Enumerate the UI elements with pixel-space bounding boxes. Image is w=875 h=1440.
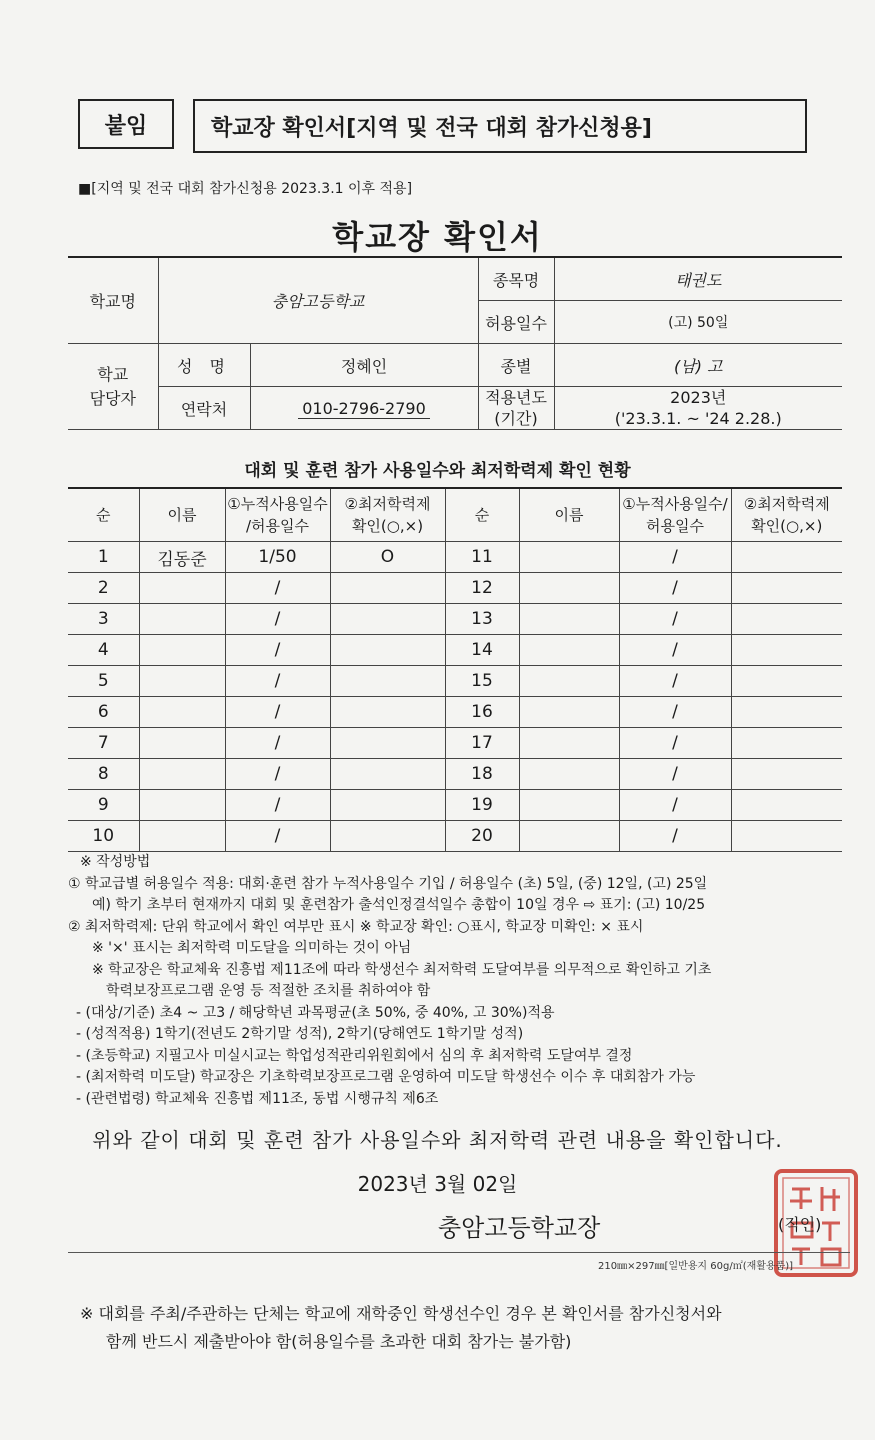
table-cell-no: 6 — [68, 697, 139, 728]
table-cell-no: 1 — [68, 542, 139, 573]
table-row — [68, 604, 842, 635]
note-item: - (최저학력 미도달) 학교장은 기초학력보장프로그램 운영하여 미도달 학생선수 이수 후 대회참가 가능 — [76, 1069, 696, 1085]
table-cell-no-r: 15 — [445, 666, 519, 697]
table-cell-no-r: 14 — [445, 635, 519, 666]
col-min-header-l2: 확인(○,×) — [351, 517, 424, 535]
col-days-header-l2: /허용일수 — [245, 517, 309, 535]
table-cell-name — [139, 759, 225, 790]
table-cell-no: 4 — [68, 635, 139, 666]
table-cell-days: / — [225, 790, 330, 821]
table-cell-name-r — [519, 821, 619, 852]
table-cell-name-r — [519, 790, 619, 821]
table-cell-days-r: / — [619, 790, 731, 821]
attachment-badge-label: 붙임 — [104, 113, 148, 139]
col-days-header — [225, 488, 330, 542]
table-cell-min — [330, 635, 445, 666]
note-item: 학력보장프로그램 운영 등 적절한 조치를 취하여야 함 — [106, 983, 431, 999]
staff-label-line1: 학교 — [97, 364, 129, 384]
table-cell-no: 2 — [68, 573, 139, 604]
table-cell-min — [330, 790, 445, 821]
table-cell-no: 9 — [68, 790, 139, 821]
note-item: - (관련법령) 학교체육 진흥법 제11조, 동법 시행규칙 제6조 — [76, 1090, 439, 1107]
event-value: 태권도 — [554, 257, 842, 301]
table-row — [68, 635, 842, 666]
table-cell-days-r: / — [619, 573, 731, 604]
table-cell-days-r: / — [619, 604, 731, 635]
contact-value: 010-2796-2790 — [298, 399, 430, 419]
table-cell-days: / — [225, 697, 330, 728]
col-min-r-header — [731, 488, 842, 542]
table-cell-name-r — [519, 728, 619, 759]
note-item: ① 학교급별 허용일수 적용: 대회·훈련 참가 누적사용일수 기입 / 허용일수 (초) 5일, (중) 12일, (고) 25일 — [68, 875, 708, 892]
year-value — [554, 387, 842, 430]
table-cell-min-r — [731, 728, 842, 759]
table-cell-no: 3 — [68, 604, 139, 635]
table-cell-min — [330, 821, 445, 852]
divider-line — [68, 1252, 850, 1253]
col-name-r-header: 이름 — [519, 488, 619, 542]
table-row — [68, 666, 842, 697]
table-cell-min-r — [731, 790, 842, 821]
gender-value: (남) 고 — [554, 344, 842, 387]
col-days-r-header-l2: 허용일수 — [646, 517, 704, 535]
table-cell-name-r — [519, 573, 619, 604]
year-label-line1: 적용년도 — [485, 388, 547, 407]
table-cell-no-r: 11 — [445, 542, 519, 573]
table-cell-no-r: 18 — [445, 759, 519, 790]
table-cell-no-r: 17 — [445, 728, 519, 759]
table-cell-no: 7 — [68, 728, 139, 759]
table-header-row — [68, 488, 842, 542]
table-cell-days-r: / — [619, 542, 731, 573]
table-cell-name — [139, 635, 225, 666]
table-cell-name — [139, 573, 225, 604]
confirmation-statement: 위와 같이 대회 및 훈련 참가 사용일수와 최저학력 관련 내용을 확인합니다. — [92, 1128, 783, 1152]
col-min-header-l1: ②최저학력제 — [344, 495, 431, 513]
name-value: 정혜인 — [250, 344, 478, 387]
year-value-line2: ('23.3.1. ~ '24 2.28.) — [614, 409, 782, 428]
seal-label: (직인) — [778, 1215, 822, 1234]
contact-value-cell — [250, 387, 478, 430]
table-cell-name — [139, 697, 225, 728]
table-row — [68, 790, 842, 821]
apply-note: ■[지역 및 전국 대회 참가신청용 2023.3.1 이후 적용] — [78, 181, 413, 197]
note-item: ② 최저학력제: 단위 학교에서 확인 여부만 표시 ※ 학교장 확인: ○표시, 학교장 미확인: × 표시 — [68, 918, 644, 935]
table-cell-no-r: 13 — [445, 604, 519, 635]
table-cell-days-r: / — [619, 635, 731, 666]
table-cell-days: / — [225, 635, 330, 666]
table-cell-min-r — [731, 604, 842, 635]
table-cell-min — [330, 728, 445, 759]
table-cell-name — [139, 821, 225, 852]
name-label: 성 명 — [158, 344, 250, 387]
table-cell-days-r: / — [619, 697, 731, 728]
year-value-line1: 2023년 — [670, 388, 727, 407]
principal-name: 충암고등학교장 — [438, 1214, 601, 1242]
table-cell-no: 8 — [68, 759, 139, 790]
paper-spec: 210㎜×297㎜[일반용지 60g/㎡(재활용품)] — [598, 1261, 794, 1272]
table-cell-min-r — [731, 697, 842, 728]
col-no-r-header: 순 — [445, 488, 519, 542]
table-row — [68, 573, 842, 604]
table-cell-days: / — [225, 666, 330, 697]
school-name-value: 충암고등학교 — [158, 257, 478, 344]
contact-label: 연락처 — [158, 387, 250, 430]
table-cell-name: 김동준 — [139, 542, 225, 573]
table-row — [68, 697, 842, 728]
table-cell-days-r: / — [619, 759, 731, 790]
table-cell-min-r — [731, 542, 842, 573]
table-cell-min — [330, 604, 445, 635]
allowed-days-value: (고) 50일 — [554, 301, 842, 344]
table-cell-min — [330, 573, 445, 604]
table-row — [68, 728, 842, 759]
table-cell-no-r: 12 — [445, 573, 519, 604]
table-cell-days-r: / — [619, 666, 731, 697]
note-item: ※ '×' 표시는 최저학력 미도달을 의미하는 것이 아님 — [92, 940, 412, 956]
table-cell-days: / — [225, 759, 330, 790]
document-title: 학교장 확인서 — [332, 218, 543, 256]
school-name-label: 학교명 — [68, 257, 158, 344]
table-cell-name-r — [519, 542, 619, 573]
table-cell-no: 5 — [68, 666, 139, 697]
table-row — [68, 542, 842, 573]
note-item: - (성적적용) 1학기(전년도 2학기말 성적), 2학기(당해연도 1학기말 성적) — [76, 1026, 524, 1042]
staff-label — [68, 344, 158, 430]
col-no-header: 순 — [68, 488, 139, 542]
year-label-line2: (기간) — [494, 409, 538, 428]
table-cell-min — [330, 697, 445, 728]
table-row — [68, 759, 842, 790]
table-cell-days-r: / — [619, 821, 731, 852]
table-cell-no: 10 — [68, 821, 139, 852]
table-cell-name — [139, 604, 225, 635]
footnote-line1: ※ 대회를 주최/주관하는 단체는 학교에 재학중인 학생선수인 경우 본 확인서를 참가신청서와 — [80, 1304, 722, 1323]
table-cell-min: O — [330, 542, 445, 573]
table-cell-name — [139, 666, 225, 697]
issue-date: 2023년 3월 02일 — [357, 1172, 518, 1196]
info-table — [68, 256, 842, 430]
table-cell-no-r: 16 — [445, 697, 519, 728]
table-cell-min-r — [731, 635, 842, 666]
form-title: 학교장 확인서[지역 및 전국 대회 참가신청용] — [211, 115, 652, 141]
table-cell-no-r: 19 — [445, 790, 519, 821]
table-cell-days: / — [225, 821, 330, 852]
footnote — [80, 1300, 722, 1356]
staff-label-line2: 담당자 — [89, 388, 136, 408]
table-cell-days: / — [225, 604, 330, 635]
gender-label: 종별 — [478, 344, 554, 387]
note-item: - (초등학교) 지필고사 미실시교는 학업성적관리위원회에서 심의 후 최저학력 도달여부 결정 — [76, 1047, 633, 1064]
table-cell-name — [139, 728, 225, 759]
attachment-badge — [78, 99, 174, 149]
table-cell-min — [330, 759, 445, 790]
col-min-r-header-l1: ②최저학력제 — [743, 495, 830, 513]
allowed-days-label: 허용일수 — [478, 301, 554, 344]
table-cell-name — [139, 790, 225, 821]
col-min-header — [330, 488, 445, 542]
table-cell-min — [330, 666, 445, 697]
table-cell-name-r — [519, 759, 619, 790]
year-label — [478, 387, 554, 430]
writing-instructions — [68, 852, 848, 1110]
table-row — [68, 821, 842, 852]
footnote-line2: 함께 반드시 제출받아야 함(허용일수를 초과한 대회 참가는 불가함) — [106, 1332, 572, 1351]
col-days-r-header-l1: ①누적사용일수/ — [622, 495, 728, 513]
table-cell-days: / — [225, 728, 330, 759]
col-name-header: 이름 — [139, 488, 225, 542]
table-cell-no-r: 20 — [445, 821, 519, 852]
note-heading: ※ 작성방법 — [80, 854, 151, 870]
participation-table — [68, 487, 842, 852]
table-cell-days: / — [225, 573, 330, 604]
note-item: - (대상/기준) 초4 ~ 고3 / 해당학년 과목평균(초 50%, 중 40%, 고 30%)적용 — [76, 1004, 555, 1021]
note-item: 예) 학기 초부터 현재까지 대회 및 훈련참가 출석인정결석일수 총합이 10일 경우 ⇨ 표기: (고) 10/25 — [92, 897, 706, 913]
event-label: 종목명 — [478, 257, 554, 301]
section-title: 대회 및 훈련 참가 사용일수와 최저학력제 확인 현황 — [244, 461, 631, 481]
table-cell-name-r — [519, 697, 619, 728]
table-cell-days-r: / — [619, 728, 731, 759]
col-min-r-header-l2: 확인(○,×) — [751, 517, 823, 535]
table-cell-name-r — [519, 604, 619, 635]
table-cell-name-r — [519, 666, 619, 697]
note-item: ※ 학교장은 학교체육 진흥법 제11조에 따라 학생선수 최저학력 도달여부를 의무적으로 확인하고 기초 — [92, 961, 712, 978]
table-cell-min-r — [731, 573, 842, 604]
col-days-header-l1: ①누적사용일수 — [227, 495, 328, 513]
table-cell-days: 1/50 — [225, 542, 330, 573]
form-title-box — [193, 99, 807, 153]
table-cell-min-r — [731, 759, 842, 790]
table-cell-min-r — [731, 666, 842, 697]
table-cell-min-r — [731, 821, 842, 852]
col-days-r-header — [619, 488, 731, 542]
table-cell-name-r — [519, 635, 619, 666]
